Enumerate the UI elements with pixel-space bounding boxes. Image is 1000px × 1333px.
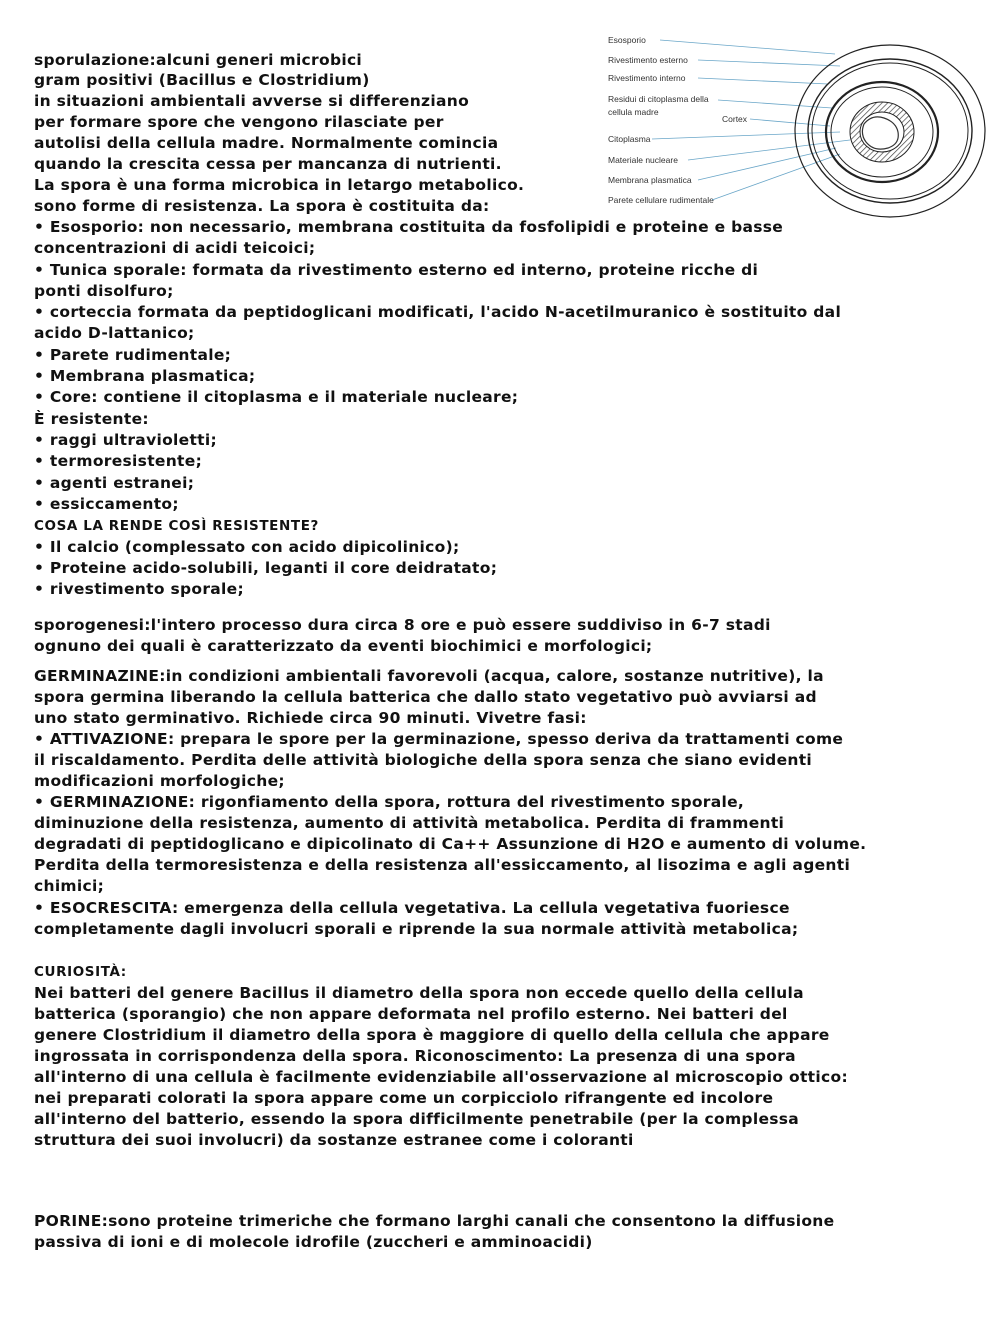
text-line: diminuzione della resistenza, aumento di attività metabolica. Perdita di frammenti [34,814,785,832]
label-parete-rudimentale: Parete cellulare rudimentale [608,195,714,205]
text-line: all'interno del batterio, essendo la spora difficilmente penetrabile (per la complessa [34,1110,800,1128]
list-item: concentrazioni di acidi teicoici; [34,239,316,257]
curiosita-heading: CURIOSITÀ: [34,964,127,980]
text-line: nei preparati colorati la spora appare come un corpicciolo rifrangente ed incolore [34,1089,774,1107]
list-item: • Core: contiene il citoplasma e il materiale nucleare; [34,388,519,406]
text-line: • GERMINAZIONE: rigonfiamento della spora, rottura del rivestimento sporale, [34,793,745,811]
text-line: La spora è una forma microbica in letargo metabolico. [34,176,525,194]
text-line: ingrossata in corrispondenza della spora. Riconoscimento: La presenza di una spora [34,1047,796,1065]
text-line: degradati di peptidoglicano e dipicolinato di Ca++ Assunzione di H2O e aumento di volume. [34,835,867,853]
list-item: • raggi ultravioletti; [34,431,217,449]
text-line: sporogenesi:l'intero processo dura circa 8 ore e può essere suddiviso in 6-7 stadi [34,616,771,634]
label-rivestimento-esterno: Rivestimento esterno [608,55,688,65]
text-line: batterica (sporangio) che non appare deformata nel profilo esterno. Nei batteri del [34,1005,788,1023]
label-rivestimento-interno: Rivestimento interno [608,73,686,83]
perche-heading: COSA LA RENDE COSÌ RESISTENTE? [34,518,319,534]
list-item: • Esosporio: non necessario, membrana costituita da fosfolipidi e proteine e basse [34,218,784,236]
text-line: Nei batteri del genere Bacillus il diametro della spora non eccede quello della cellula [34,984,804,1002]
spore-structure-diagram [600,28,990,218]
text-line: struttura dei suoi involucri) da sostanze estranee come i coloranti [34,1131,634,1149]
text-line: • ATTIVAZIONE: prepara le spore per la germinazione, spesso deriva da trattamenti come [34,730,844,748]
resistente-heading: È resistente: [34,410,149,428]
list-item: • Proteine acido-solubili, leganti il core deidratato; [34,559,498,577]
list-item: ponti disolfuro; [34,282,174,300]
list-item: • termoresistente; [34,452,203,470]
text-line: gram positivi (Bacillus e Clostridium) [34,71,370,89]
text-line: Perdita della termoresistenza e della resistenza all'essiccamento, al lisozima e agli agenti [34,856,851,874]
list-item: • Tunica sporale: formata da rivestimento esterno ed interno, proteine ricche di [34,261,759,279]
list-item: • Il calcio (complessato con acido dipicolinico); [34,538,460,556]
text-line: genere Clostridium il diametro della spora è maggiore di quello della cellula che appare [34,1026,830,1044]
text-line: sono forme di resistenza. La spora è costituita da: [34,197,490,215]
text-line: autolisi della cellula madre. Normalmente comincia [34,134,499,152]
text-line: spora germina liberando la cellula batterica che dallo stato vegetativo può avviarsi ad [34,688,817,706]
text-line: completamente dagli involucri sporali e riprende la sua normale attività metabolica; [34,920,799,938]
label-materiale-nucleare: Materiale nucleare [608,155,678,165]
list-item: • Parete rudimentale; [34,346,232,364]
label-citoplasma: Citoplasma [608,134,651,144]
text-line: uno stato germinativo. Richiede circa 90 minuti. Vivetre fasi: [34,709,587,727]
text-line: chimici; [34,877,105,895]
list-item: • corteccia formata da peptidoglicani modificati, l'acido N-acetilmuranico è sostituito dal [34,303,842,321]
list-item: • essiccamento; [34,495,179,513]
list-item: • agenti estranei; [34,474,195,492]
text-line: modificazioni morfologiche; [34,772,285,790]
text-line: passiva di ioni e di molecole idrofile (zuccheri e amminoacidi) [34,1233,593,1251]
list-item: acido D-lattanico; [34,324,195,342]
text-line: in situazioni ambientali avverse si differenziano [34,92,470,110]
diagram-labels [608,35,748,205]
text-line: quando la crescita cessa per mancanza di nutrienti. [34,155,502,173]
text-line: PORINE:sono proteine trimeriche che formano larghi canali che consentono la diffusione [34,1212,835,1230]
label-residui-citoplasma: Residui di citoplasma della [608,94,709,104]
text-line: sporulazione:alcuni generi microbici [34,51,363,69]
list-item: • rivestimento sporale; [34,580,244,598]
text-line: il riscaldamento. Perdita delle attività biologiche della spora senza che siano evidenti [34,751,813,769]
text-line: all'interno di una cellula è facilmente evidenziabile all'osservazione al microscopio ottico: [34,1068,848,1086]
spore-drawing [795,45,985,217]
text-line: GERMINAZINE:in condizioni ambientali favorevoli (acqua, calore, sostanze nutritive), la [34,667,824,685]
label-membrana-plasmatica: Membrana plasmatica [608,175,692,185]
label-cortex: Cortex [722,114,748,124]
text-line: ognuno dei quali è caratterizzato da eventi biochimici e morfologici; [34,637,653,655]
text-line: per formare spore che vengono rilasciate per [34,113,444,131]
label-esosporio: Esosporio [608,35,646,45]
text-line: • ESOCRESCITA: emergenza della cellula vegetativa. La cellula vegetativa fuoriesce [34,899,790,917]
label-cellula-madre: cellula madre [608,107,659,117]
list-item: • Membrana plasmatica; [34,367,256,385]
